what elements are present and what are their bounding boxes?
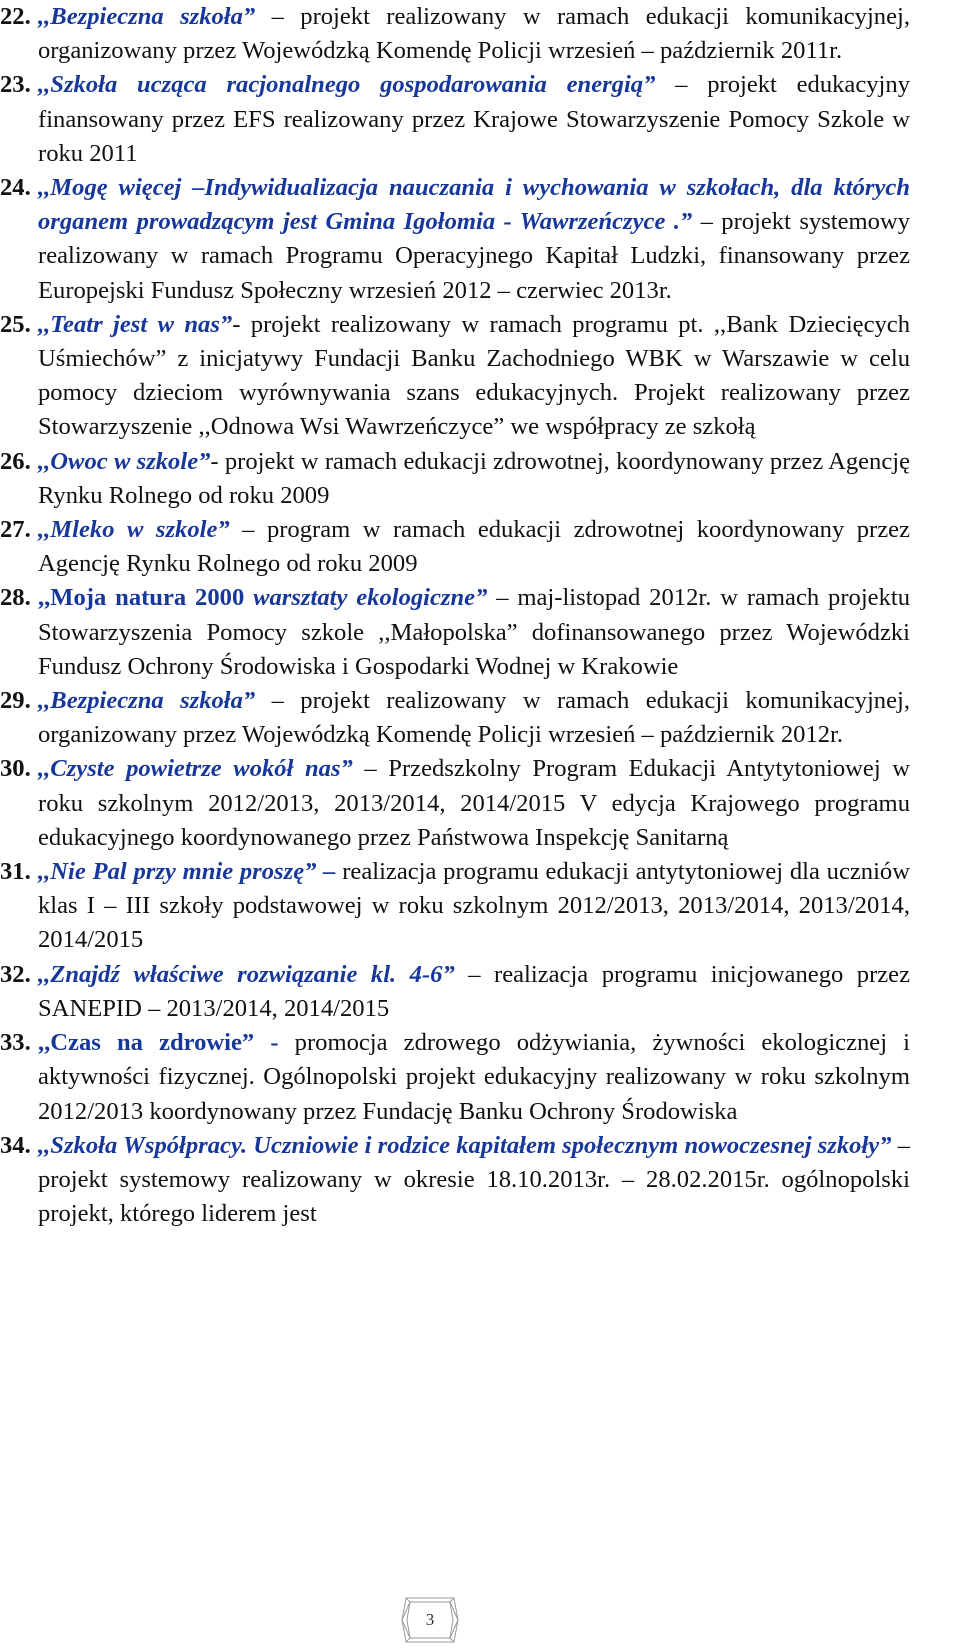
list-item [0, 171, 910, 308]
item-body: realizacja programu edukacji antytytoniowej dla uczniów klas I – III szkoły podstawowej w roku szkolnym 2012/2013, 2013/2014, 2013/2014, 2014/2015 [38, 858, 910, 954]
item-number: 32. [0, 960, 31, 988]
item-title: ,,Bezpieczna szkoła” [38, 3, 256, 30]
list-item [0, 513, 910, 581]
list-item [0, 68, 910, 171]
item-title-continued: warsztaty ekologiczne” [253, 584, 488, 612]
list-item [0, 958, 911, 1026]
item-body: - projekt w ramach edukacji zdrowotnej, koordynowany przez Agencję Rynku Rolnego od roku 2009 [38, 447, 910, 509]
item-body: promocja zdrowego odżywiania, żywności ekologicznej i aktywności fizycznej. Ogólnopolski projekt edukacyjny realizowany w roku szkolnym 2012/2013 koordynowany przez Fundację Banku Ochrony Środowiska [38, 1029, 910, 1125]
item-title: ,,Mogę więcej –Indywidualizacja nauczania i wychowania w szkołach, dla których organem prowadzącym jest Gmina Igołomia - Wawrzeńczyce .” [38, 174, 910, 236]
item-number: 29. [0, 687, 31, 715]
item-title: ,,Nie Pal przy mnie proszę” – [38, 858, 336, 886]
item-title: ,,Mleko w szkole” [38, 516, 230, 544]
item-number: 26. [0, 447, 31, 475]
item-title: ,,Bezpieczna szkoła” [38, 687, 256, 715]
item-title: ,,Czyste powietrze wokół nas” [38, 755, 353, 783]
item-number: 23. [0, 71, 31, 99]
item-number: 24. [0, 174, 31, 202]
list-item [0, 308, 911, 445]
item-title: ,,Owoc w szkole” [38, 447, 211, 475]
list-item [0, 855, 910, 958]
item-body: – maj-listopad 2012r. w ramach projektu Stowarzyszenia Pomocy szkole ,,Małopolska” dofinansowanego przez Wojewódzki Fundusz Ochrony Środowiska i Gospodarki Wodnej w Krakowie [38, 584, 910, 680]
item-body: – realizacja programu inicjowanego przez SANEPID – 2013/2014, 2014/2015 [38, 960, 911, 1022]
item-number: 22. [0, 3, 31, 30]
item-body: – projekt realizowany w ramach edukacji komunikacyjnej, organizowany przez Wojewódzką Komendę Policji wrzesień – październik 2011r. [38, 3, 910, 65]
item-body: – projekt systemowy realizowany w okresie 18.10.2013r. – 28.02.2015r. ogólnopolski projekt, którego liderem jest [38, 1131, 910, 1228]
item-body: – Przedszkolny Program Edukacji Antytytoniowej w roku szkolnym 2012/2013, 2013/2014, 2014/2015 V edycja Krajowego programu edukacyjnego koordynowanego przez Państwowa Inspekcję Sanitarną [38, 755, 910, 851]
item-number: 34. [0, 1131, 31, 1159]
item-title: ,,Szkoła Współpracy. Uczniowie i rodzice kapitałem społecznym nowoczesnej szkoły” [38, 1131, 892, 1159]
item-number: 27. [0, 516, 31, 544]
item-title: ,,Szkoła ucząca racjonalnego gospodarowania energią” [38, 71, 656, 99]
list-item [0, 581, 910, 684]
list-item [0, 445, 910, 513]
item-title: ,,Teatr jest w nas” [38, 310, 233, 338]
list-item [0, 1129, 910, 1232]
item-body: – projekt edukacyjny finansowany przez EFS realizowany przez Krajowe Stowarzyszenie Pomocy Szkole w roku 2011 [38, 71, 910, 167]
list-item [0, 684, 910, 752]
item-body: – program w ramach edukacji zdrowotnej koordynowany przez Agencję Rynku Rolnego od roku 2009 [38, 516, 910, 578]
item-body: - projekt realizowany w ramach programu pt. ,,Bank Dziecięcych Uśmiechów” z inicjatywy Fundacji Banku Zachodniego WBK w Warszawie w celu pomocy dzieciom wyrównywania szans edukacyjnych. Projekt realizowany przez Stowarzyszenie ,,Odnowa Wsi Wawrzeńczyce” we współpracy ze szkołą [38, 310, 911, 441]
list-item [0, 752, 910, 855]
page-footer [398, 1594, 462, 1646]
page-number: 3 [425, 1610, 435, 1629]
item-title: ,,Moja natura 2000 [38, 584, 254, 612]
item-body: – projekt systemowy realizowany w ramach Programu Operacyjnego Kapitał Ludzki, finansowany przez Europejski Fundusz Społeczny wrzesień 2012 – czerwiec 2013r. [38, 208, 910, 304]
item-title: ,,Czas na zdrowie” - [38, 1029, 279, 1057]
list-item [0, 0, 910, 68]
item-number: 33. [0, 1029, 31, 1057]
item-title: ,,Znajdź właściwe rozwiązanie kl. 4-6” [38, 960, 455, 988]
item-number: 28. [0, 584, 31, 612]
item-number: 25. [0, 310, 31, 338]
item-number: 31. [0, 858, 31, 886]
list-item [0, 1026, 910, 1129]
item-body: – projekt realizowany w ramach edukacji komunikacyjnej, organizowany przez Wojewódzką Komendę Policji wrzesień – październik 2012r. [38, 687, 910, 749]
item-number: 30. [0, 755, 31, 783]
